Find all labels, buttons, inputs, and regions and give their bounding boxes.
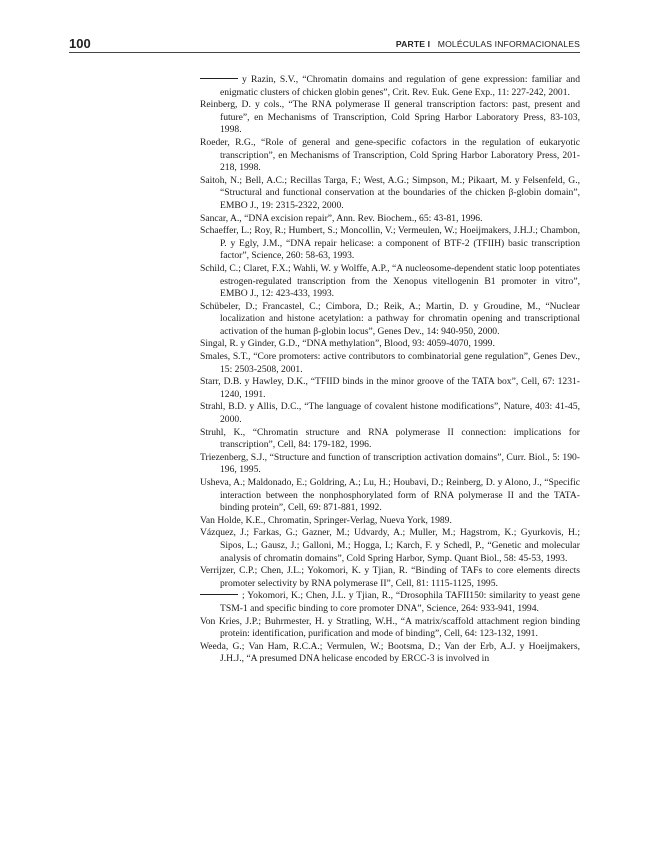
- reference-text: Van Holde, K.E., Chromatin, Springer-Verlag, Nueva York, 1989.: [200, 514, 452, 526]
- reference-text: Smales, S.T., “Core promoters: active contributors to combinatorial gene regulation”, Genes Dev., 15: 2503-2508, 2001.: [200, 351, 580, 375]
- page-number: 100: [69, 36, 91, 51]
- reference-text: Triezenberg, S.J., “Structure and function of transcription activation domains”, Curr. Biol., 5: 190-196, 1995.: [200, 451, 580, 476]
- reference-text: Singal, R. y Ginder, G.D., “DNA methylation”, Blood, 93: 4059-4070, 1999.: [200, 338, 495, 350]
- reference-text: Struhl, K., “Chromatin structure and RNA polymerase II connection: implications for transcription”, Cell, 84: 179-182, 1996.: [200, 426, 580, 451]
- reference-entry: [200, 225, 580, 263]
- reference-text: Schübeler, D.; Francastel, C.; Cimbora, D.; Reik, A.; Martin, D. y Groudine, M., “Nuclear localization and histone acetylation: a pathway for chromatin opening and transcriptional activation of the human β-globin locus”, Genes Dev., 14: 940-950, 2000.: [200, 300, 580, 337]
- reference-text: Strahl, B.D. y Allis, D.C., “The language of covalent histone modifications”, Nature, 403: 41-45, 2000.: [200, 401, 580, 426]
- running-head: [396, 39, 580, 49]
- reference-entry: [200, 427, 580, 452]
- reference-text: Weeda, G.; Van Ham, R.C.A.; Vermulen, W.; Bootsma, D.; Van der Erb, A.J. y Hoeijmakers, J.H.J., “A presumed DNA helicase encoded by ERCC-3 is involved in: [200, 640, 580, 665]
- reference-entry: [200, 263, 580, 301]
- reference-text: Usheva, A.; Maldonado, E.; Goldring, A.; Lu, H.; Houbavi, D.; Reinberg, D. y Alono, J., “Specific interaction between the nonphosphorylated form of RNA polymerase II and the TATA-binding protein”, Cell, 69: 871-881, 1992.: [200, 477, 580, 514]
- reference-entry: [200, 565, 580, 590]
- reference-entry-repeat-author: [200, 74, 580, 99]
- reference-entry: [200, 213, 580, 226]
- reference-text: Reinberg, D. y cols., “The RNA polymerase II general transcription factors: past, present and future”, en Mechanisms of Transcription, Cold Spring Harbor Laboratory Press, 83-103, 1998.: [200, 99, 580, 136]
- header-rule: [69, 52, 580, 53]
- reference-text: Schaeffer, L.; Roy, R.; Humbert, S.; Moncollin, V.; Vermeulen, W.; Hoeijmakers, J.H.J.; Chambon, P. y Egly, J.M., “DNA repair helicase: a component of BTF-2 (TFIIH) basic transcription factor”, Science, 260: 58-63, 1993.: [200, 225, 580, 262]
- section-title: MOLÉCULAS INFORMACIONALES: [437, 39, 580, 49]
- reference-list: [200, 74, 580, 666]
- reference-text: Sancar, A., “DNA excision repair”, Ann. Rev. Biochem., 65: 43-81, 1996.: [200, 212, 483, 224]
- reference-entry: [200, 175, 580, 213]
- reference-text: Vázquez, J.; Farkas, G.; Gazner, M.; Udvardy, A.; Muller, M.; Hagstrom, K.; Gyurkovis, H.; Sipos, L.; Gausz, J.; Galloni, M.; Hogga, I.; Karch, F. y Schedl, P., “Genetic and molecular analysis of chromatin domains”, Cold Spring Harbor, Symp. Quant Biol., 58: 45-53, 1993.: [200, 527, 580, 564]
- reference-entry: [200, 351, 580, 376]
- reference-entry: [200, 301, 580, 339]
- reference-entry: [200, 338, 580, 351]
- reference-entry: [200, 376, 580, 401]
- reference-text: Schild, C.; Claret, F.X.; Wahli, W. y Wolffe, A.P., “A nucleosome-dependent static loop potentiates estrogen-regulated transcription from the Xenopus vitellogenin B1 promoter in vitro”, EMBO J., 12: 423-433, 1993.: [200, 262, 580, 300]
- reference-text: Roeder, R.G., “Role of general and gene-specific cofactors in the regulation of eukaryotic transcription”, en Mechanisms of Transcription, Cold Spring Harbor Laboratory Press, 201-218, 1998.: [200, 136, 580, 174]
- reference-entry: [200, 515, 580, 528]
- reference-text: y Razin, S.V., “Chromatin domains and regulation of gene expression: familiar and enigmatic clusters of chicken globin genes”, Crit. Rev. Euk. Gene Exp., 11: 227-242, 2001.: [220, 74, 580, 98]
- reference-entry: [200, 401, 580, 426]
- part-label: PARTE I: [395, 39, 431, 49]
- reference-entry: [200, 641, 580, 666]
- reference-entry: [200, 99, 580, 137]
- reference-entry: [200, 527, 580, 565]
- reference-entry: [200, 616, 580, 641]
- reference-text: Saitoh, N.; Bell, A.C.; Recillas Targa, F.; West, A.G.; Simpson, M.; Pikaart, M. y Felsenfeld, G., “Structural and functional conservation at the boundaries of the chicken β-globin domain”, EMBO J., 19: 2315-2322, 2000.: [200, 174, 580, 211]
- reference-entry: [200, 452, 580, 477]
- reference-text: ; Yokomori, K.; Chen, J.L. y Tjian, R., “Drosophila TAFII150: similarity to yeast gene TSM-1 and specific binding to core promoter DNA”, Science, 264: 933-941, 1994.: [220, 590, 580, 614]
- reference-text: Verrijzer, C.P.; Chen, J.L.; Yokomori, K. y Tjian, R. “Binding of TAFs to core elements directs promoter selectivity by RNA polymerase II”, Cell, 81: 1115-1125, 1995.: [200, 565, 580, 589]
- reference-entry: [200, 137, 580, 175]
- reference-text: Von Kries, J.P.; Buhrmester, H. y Stratling, W.H., “A matrix/scaffold attachment region binding protein: identification, purification and mode of binding”, Cell, 64: 123-132, 1991.: [200, 615, 580, 640]
- reference-entry: [200, 477, 580, 515]
- reference-entry-repeat-author: [200, 590, 580, 615]
- reference-text: Starr, D.B. y Hawley, D.K., “TFIID binds in the minor groove of the TATA box”, Cell, 67: 1231-1240, 1991.: [200, 376, 580, 400]
